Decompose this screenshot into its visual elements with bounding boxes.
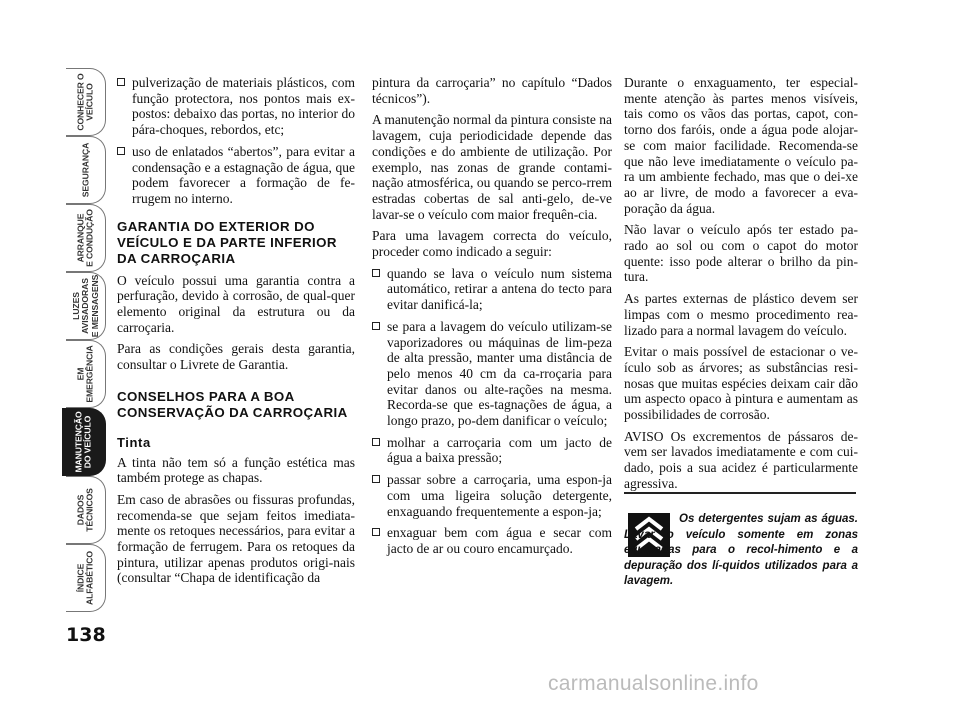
section-heading-garantia: GARANTIA DO EXTERIOR DO VEÍCULO E DA PARTE INFERIOR DA CARROÇARIA	[117, 218, 337, 266]
column-2	[372, 75, 612, 563]
checkbox-icon	[372, 269, 380, 277]
tab-luzes-avisadoras[interactable]: LUZES AVISADORAS E MENSAGENS	[66, 272, 106, 340]
list-item: pulverização de materiais plásticos, com função protectora, nos pontos mais ex-postos: debaixo das portas, no interior do pára-choques, rebordos, etc;	[117, 75, 355, 138]
list-item: uso de enlatados “abertos”, para evitar a condensação e a estagnação de água, que podem favorecer a formação de fe-rrugem no interno.	[117, 144, 355, 207]
paragraph: A tinta não tem só a função estética mas também protege as chapas.	[117, 454, 355, 486]
list-item: enxaguar bem com água e secar com jacto de ar ou couro encamurçado.	[372, 525, 612, 556]
checkbox-icon	[372, 528, 380, 536]
paragraph: Evitar o mais possível de estacionar o ve-ículo sob as árvores; as substâncias resi-nosas que muitas espécies deixam cair dão um aspecto opaco à pintura e aumentam as possibilidades de corrosão.	[624, 344, 858, 423]
page-number: 138	[66, 624, 106, 646]
tab-indice-alfabetico[interactable]: ÍNDICE ALFABÉTICO	[66, 544, 106, 612]
watermark: carmanualsonline.info	[548, 672, 759, 695]
checkbox-icon	[117, 78, 125, 86]
list-item: molhar a carroçaria com um jacto de água a baixa pressão;	[372, 435, 612, 466]
tab-dados-tecnicos[interactable]: DADOS TÉCNICOS	[66, 476, 106, 544]
list-item: passar sobre a carroçaria, uma espon-ja com uma ligeira solução detergente, enxaguando frequentemente a espon-ja;	[372, 472, 612, 519]
paragraph: Para uma lavagem correcta do veículo, proceder como indicado a seguir:	[372, 228, 612, 260]
tab-seguranca[interactable]: SEGURANÇA	[66, 136, 106, 204]
paragraph: Em caso de abrasões ou fissuras profundas, recomenda-se que sejam feitos imediata-mente os retoques necessários, para evitar a formação de ferrugem. Para os retoques da pintura, utilizar apenas produtos origi-nais (consultar “Chapa de identificação da	[117, 491, 355, 586]
list-item: se para a lavagem do veículo utilizam-se vaporizadores ou máquinas de lim-peza de alta pressão, manter uma distância de pelo menos 40 cm da ca-rroçaria para evitar danos ou alte-rações na mesma. Recorda-se que es-tagnações de água, a longo prazo, po-dem danificar o veículo;	[372, 319, 612, 429]
checkbox-icon	[372, 475, 380, 483]
tab-arranque-e-conducao[interactable]: ARRANQUE E CONDUÇÃO	[66, 204, 106, 272]
paragraph: pintura da carroçaria” no capítulo “Dados técnicos”).	[372, 75, 612, 106]
column-1	[117, 75, 355, 592]
paragraph: A manutenção normal da pintura consiste na lavagem, cuja periodicidade depende das condições e do ambiente de utilização. Por exemplo, nas zonas de grande contami-nação atmosférica, ou quando se perco-rrem estradas cobertas de sal anti-gelo, de-ve lavar-se o veículo com maior frequên-cia.	[372, 112, 612, 222]
paragraph: Não lavar o veículo após ter estado pa-rado ao sol ou com o capot do motor quente: isso pode alterar o brilho da pin-tura.	[624, 222, 858, 285]
tab-em-emergencia[interactable]: EM EMERGÊNCIA	[66, 340, 106, 408]
paragraph: As partes externas de plástico devem ser limpas com o mesmo procedimento rea-lizado para a normal lavagem do veículo.	[624, 291, 858, 338]
paragraph: AVISO Os excrementos de pássaros de-vem ser lavados imediatamente e com cui-dado, pois a sua acidez é particularmente agressiva.	[624, 428, 858, 491]
checkbox-icon	[372, 438, 380, 446]
column-3	[624, 75, 858, 498]
warning-text: Os detergentes sujam as águas. Lavar o veículo somente em zonas equipadas para o recol-himento e a depuração dos lí-quidos utilizados para a lavagem.	[624, 513, 858, 587]
paragraph: Durante o enxaguamento, ter especial-mente atenção às partes menos visíveis, tais como os vãos das portas, capot, con-torno dos faróis, onde a água pode alojar-se com maior facilidade. Recomenda-se que não leve imediatamente o veículo pa-ra um ambiente fechado, mas que o dei-xe ao ar livre, de modo a favorecer a eva-poração da água.	[624, 75, 858, 216]
warning-note	[624, 512, 858, 590]
paragraph: O veículo possui uma garantia contra a perfuração, devido à corrosão, de qual-quer elemento original da estrutura ou da carroçaria.	[117, 272, 355, 335]
section-heading-conselhos: CONSELHOS PARA A BOA CONSERVAÇÃO DA CARROÇARIA	[117, 388, 348, 420]
tab-manutencao-do-veiculo[interactable]: MANUTENÇÃO DO VEÍCULO	[62, 408, 106, 476]
checkbox-icon	[372, 322, 380, 330]
paragraph: Para as condições gerais desta garantia, consultar o Livrete de Garantia.	[117, 341, 355, 373]
tab-conhecer-o-veiculo[interactable]: CONHECER O VEÍCULO	[66, 68, 106, 136]
checkbox-icon	[117, 147, 125, 155]
list-item: quando se lava o veículo num sistema automático, retirar a antena do tecto para evitar danificá-la;	[372, 266, 612, 313]
subheading-tinta: Tinta	[117, 434, 151, 450]
divider	[624, 492, 856, 494]
